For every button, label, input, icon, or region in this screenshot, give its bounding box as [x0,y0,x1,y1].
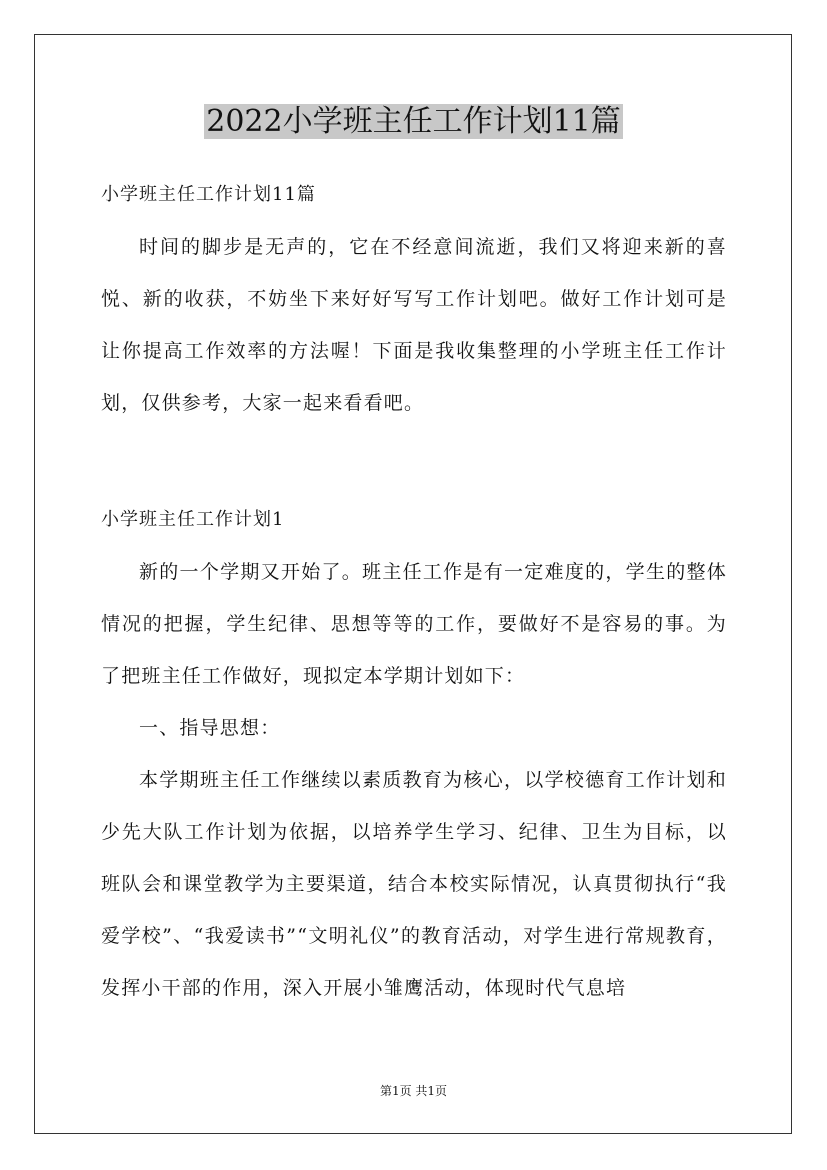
page-footer: 第1页 共1页 [379,1084,448,1098]
section-paragraph-2-text: 本学期班主任工作继续以素质教育为核心，以学校德育工作计划和少先大队工作计划为依据，以培养学生学习、纪律、卫生为目标，以班队会和课堂教学为主要渠道，结合本校实际情况，认真贯彻执行“我爱学校”、“我爱读书”“文明礼仪”的教育活动，对学生进行常规教育，发挥小干部的作用，深入开展小雏鹰活动，体现时代气息培 [101,769,727,999]
document-subtitle: 小学班主任工作计划11篇 [101,184,316,205]
section-paragraph-1 [101,546,727,1014]
section-paragraph-1-text: 新的一个学期又开始了。班主任工作是有一定难度的，学生的整体情况的把握，学生纪律、思想等等的工作，要做好不是容易的事。为了把班主任工作做好，现拟定本学期计划如下： [101,561,727,687]
section-heading: 小学班主任工作计划1 [101,509,285,530]
document-title [0,100,827,144]
document-title-text: 2022小学班主任工作计划11篇 [206,104,621,139]
intro-text: 时间的脚步是无声的，它在不经意间流逝，我们又将迎来新的喜悦、新的收获，不妨坐下来好好写写工作计划吧。做好工作计划可是让你提高工作效率的方法喔！下面是我收集整理的小学班主任工作计划，仅供参考，大家一起来看看吧。 [101,236,727,414]
intro-paragraph [101,221,727,429]
subheading-guiding-thought: 一、指导思想： [139,717,281,739]
